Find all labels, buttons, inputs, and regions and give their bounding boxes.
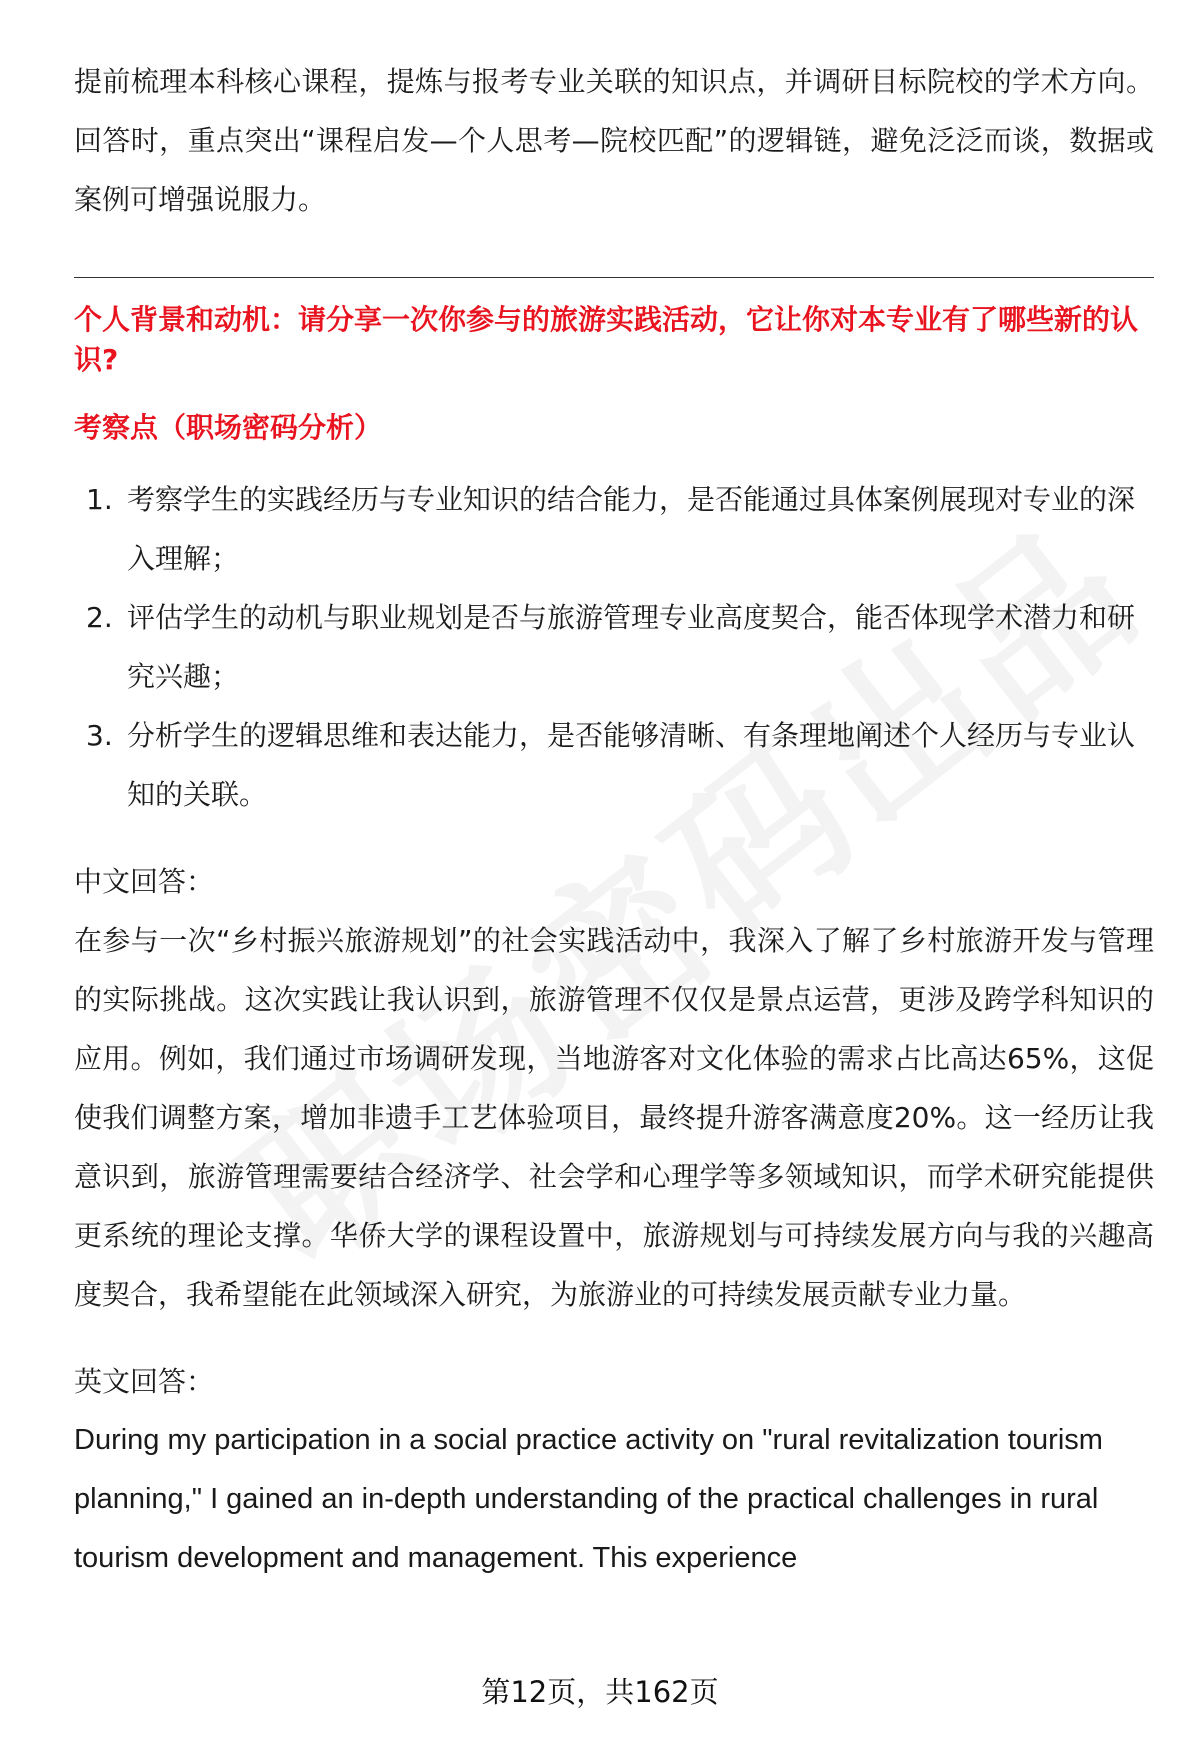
intro-paragraph: 提前梳理本科核心课程，提炼与报考专业关联的知识点，并调研目标院校的学术方向。回答时，重点突出“课程启发—个人思考—院校匹配”的逻辑链，避免泛泛而谈，数据或案例可增强说服力。: [74, 65, 1154, 216]
list-item: [74, 588, 1154, 706]
list-item-number: 1.: [86, 483, 113, 516]
list-item-text: 分析学生的逻辑思维和表达能力，是否能够清晰、有条理地阐述个人经历与专业认知的关联。: [127, 719, 1136, 811]
english-answer: During my participation in a social practice activity on "rural revitalization tourism planning," I gained an in-depth understanding of the practical challenges in rural tourism development and management. This experience: [74, 1424, 1103, 1574]
question-heading: 个人背景和动机：请分享一次你参与的旅游实践活动，它让你对本专业有了哪些新的认识?: [74, 303, 1139, 376]
chinese-answer-label: 中文回答：: [74, 865, 215, 898]
list-item: [74, 470, 1154, 588]
list-item-number: 3.: [86, 719, 113, 752]
assessment-heading: 考察点（职场密码分析）: [74, 411, 383, 444]
english-answer-label: 英文回答：: [74, 1365, 215, 1398]
list-item-text: 考察学生的实践经历与专业知识的结合能力，是否能通过具体案例展现对专业的深入理解；: [127, 483, 1136, 575]
list-item: [74, 706, 1154, 824]
chinese-answer: 在参与一次“乡村振兴旅游规划”的社会实践活动中，我深入了解了乡村旅游开发与管理的实际挑战。这次实践让我认识到，旅游管理不仅仅是景点运营，更涉及跨学科知识的应用。例如，我们通过市场调研发现，当地游客对文化体验的需求占比高达65%，这促使我们调整方案，增加非遗手工艺体验项目，最终提升游客满意度20%。这一经历让我意识到，旅游管理需要结合经济学、社会学和心理学等多领域知识，而学术研究能提供更系统的理论支撑。华侨大学的课程设置中，旅游规划与可持续发展方向与我的兴趣高度契合，我希望能在此领域深入研究，为旅游业的可持续发展贡献专业力量。: [74, 924, 1154, 1311]
list-item-number: 2.: [86, 601, 113, 634]
document-body: [74, 52, 1154, 1588]
list-item-text: 评估学生的动机与职业规划是否与旅游管理专业高度契合，能否体现学术潜力和研究兴趣；: [127, 601, 1136, 693]
page-number: 第12页，共162页: [481, 1675, 719, 1709]
assessment-list: [74, 470, 1154, 824]
section-divider: [74, 277, 1154, 278]
